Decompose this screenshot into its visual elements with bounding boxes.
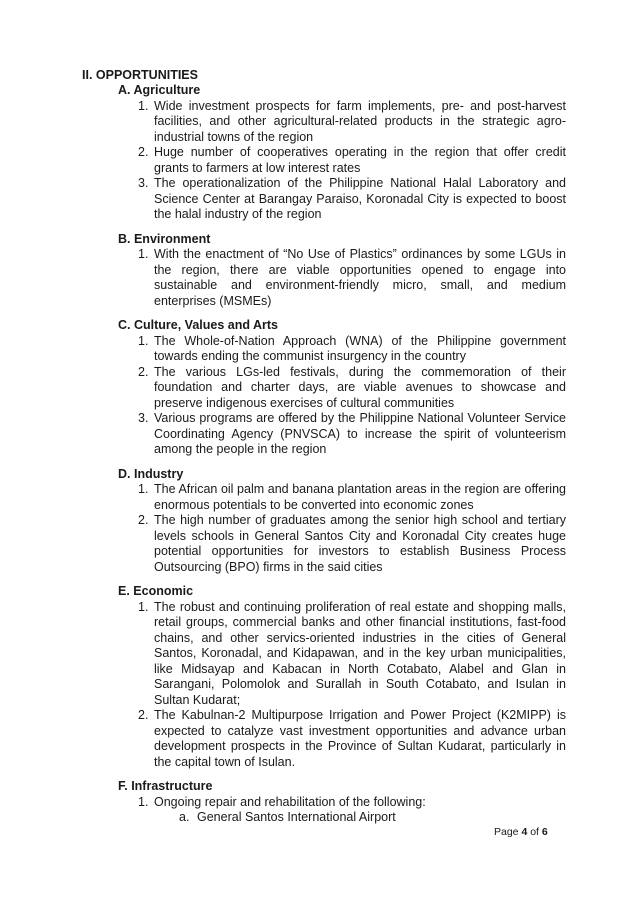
item-text: The various LGs-led festivals, during the commemoration of their foundation and charter days, are viable avenues to showcase and preserve indigenous exercises of cultural communities — [154, 364, 566, 410]
item-number: 2. — [138, 513, 149, 527]
item-text: Huge number of cooperatives operating in the region that offer credit grants to farmers at low interest rates — [154, 145, 566, 175]
item-text: The robust and continuing proliferation of real estate and shopping malls, retail groups, commercial banks and other financial institutions, fast-food chains, and other servics-oriented industries in the cities of General Santos, Koronadal, and Kidapawan, and in the key urban municipalities, like Midsayap and Kabacan in North Cotabato, Alabel and Glan in Sarangani, Polomolok and Surallah in South Cotabato, and Isulan in Sultan Kudarat; — [154, 599, 566, 707]
list-item — [82, 247, 566, 309]
section-title-infrastructure: F. Infrastructure — [118, 779, 213, 793]
section-title-environment: B. Environment — [118, 231, 211, 246]
item-number: 2. — [138, 145, 149, 159]
section-title-culture: C. Culture, Values and Arts — [118, 318, 278, 332]
item-number: 1. — [138, 98, 149, 113]
page-current: 4 — [521, 826, 528, 838]
section-industry — [82, 467, 566, 576]
list-infrastructure — [82, 795, 566, 811]
list-environment — [82, 247, 566, 309]
item-number: 1. — [138, 333, 149, 348]
list-item — [82, 513, 566, 575]
list-agriculture — [82, 99, 566, 223]
item-text: The African oil palm and banana plantation areas in the region are offering enormous potentials to be converted into economic zones — [154, 482, 566, 512]
item-text: Ongoing repair and rehabilitation of the following: — [154, 794, 426, 809]
item-text: The Whole-of-Nation Approach (WNA) of the Philippine government towards ending the communist insurgency in the country — [154, 333, 566, 363]
subitem-letter: a. — [179, 810, 190, 824]
list-item — [82, 176, 566, 223]
list-item — [82, 365, 566, 412]
list-industry — [82, 482, 566, 575]
page-number — [494, 826, 548, 838]
page-of: of — [530, 826, 539, 838]
list-item — [82, 411, 566, 458]
list-economic — [82, 600, 566, 771]
list-item — [82, 600, 566, 709]
section-infrastructure — [82, 779, 566, 826]
item-text: With the enactment of “No Use of Plastics” ordinances by some LGUs in the region, there are viable opportunities opened to engage into sustainable and environment-friendly micro, small, and medium enterprises (MSMEs) — [154, 247, 566, 308]
list-item — [82, 795, 566, 811]
section-agriculture — [82, 83, 566, 223]
section-economic — [82, 584, 566, 770]
item-number: 2. — [138, 364, 149, 379]
item-text: Various programs are offered by the Philippine National Volunteer Service Coordinating Agency (PNVSCA) to increase the spirit of volunteerism among the people in the region — [154, 411, 566, 456]
section-heading: II. OPPORTUNITIES — [82, 68, 198, 82]
section-culture — [82, 318, 566, 458]
list-item — [82, 145, 566, 176]
item-number: 1. — [138, 794, 149, 809]
list-item — [82, 99, 566, 146]
list-item — [82, 482, 566, 513]
sublist-infrastructure — [82, 810, 566, 826]
document-body — [82, 67, 566, 826]
item-number: 3. — [138, 411, 149, 425]
item-number: 2. — [138, 708, 149, 722]
section-title-economic: E. Economic — [118, 584, 194, 598]
page-label: Page — [494, 826, 519, 838]
list-culture — [82, 334, 566, 458]
item-number: 1. — [138, 247, 149, 261]
item-number: 1. — [138, 482, 149, 496]
section-title-agriculture: A. Agriculture — [118, 83, 201, 97]
item-text: Wide investment prospects for farm implements, pre- and post-harvest facilities, and other agricultural-related products in the strategic agro-industrial towns of the region — [154, 98, 566, 144]
page-total: 6 — [541, 826, 548, 838]
item-text: The operationalization of the Philippine National Halal Laboratory and Science Center at Barangay Paraiso, Koronadal City is expected to boost the halal industry of the region — [154, 176, 566, 221]
item-number: 1. — [138, 599, 149, 614]
section-title-industry: D. Industry — [118, 466, 184, 481]
item-number: 3. — [138, 176, 149, 190]
section-environment — [82, 232, 566, 310]
subitem-text: General Santos International Airport — [197, 810, 396, 824]
list-item — [82, 708, 566, 770]
item-text: The Kabulnan-2 Multipurpose Irrigation and Power Project (K2MIPP) is expected to catalyze vast investment opportunities and advance urban development prospects in the Province of Sultan Kudarat, particularly in the capital town of Isulan. — [154, 708, 566, 769]
list-item — [82, 334, 566, 365]
sub-list-item — [82, 810, 566, 826]
item-text: The high number of graduates among the senior high school and tertiary levels schools in General Santos City and Koronadal City creates huge potential opportunities for investors to establish Business Process Outsourcing (BPO) firms in the said cities — [154, 513, 566, 574]
